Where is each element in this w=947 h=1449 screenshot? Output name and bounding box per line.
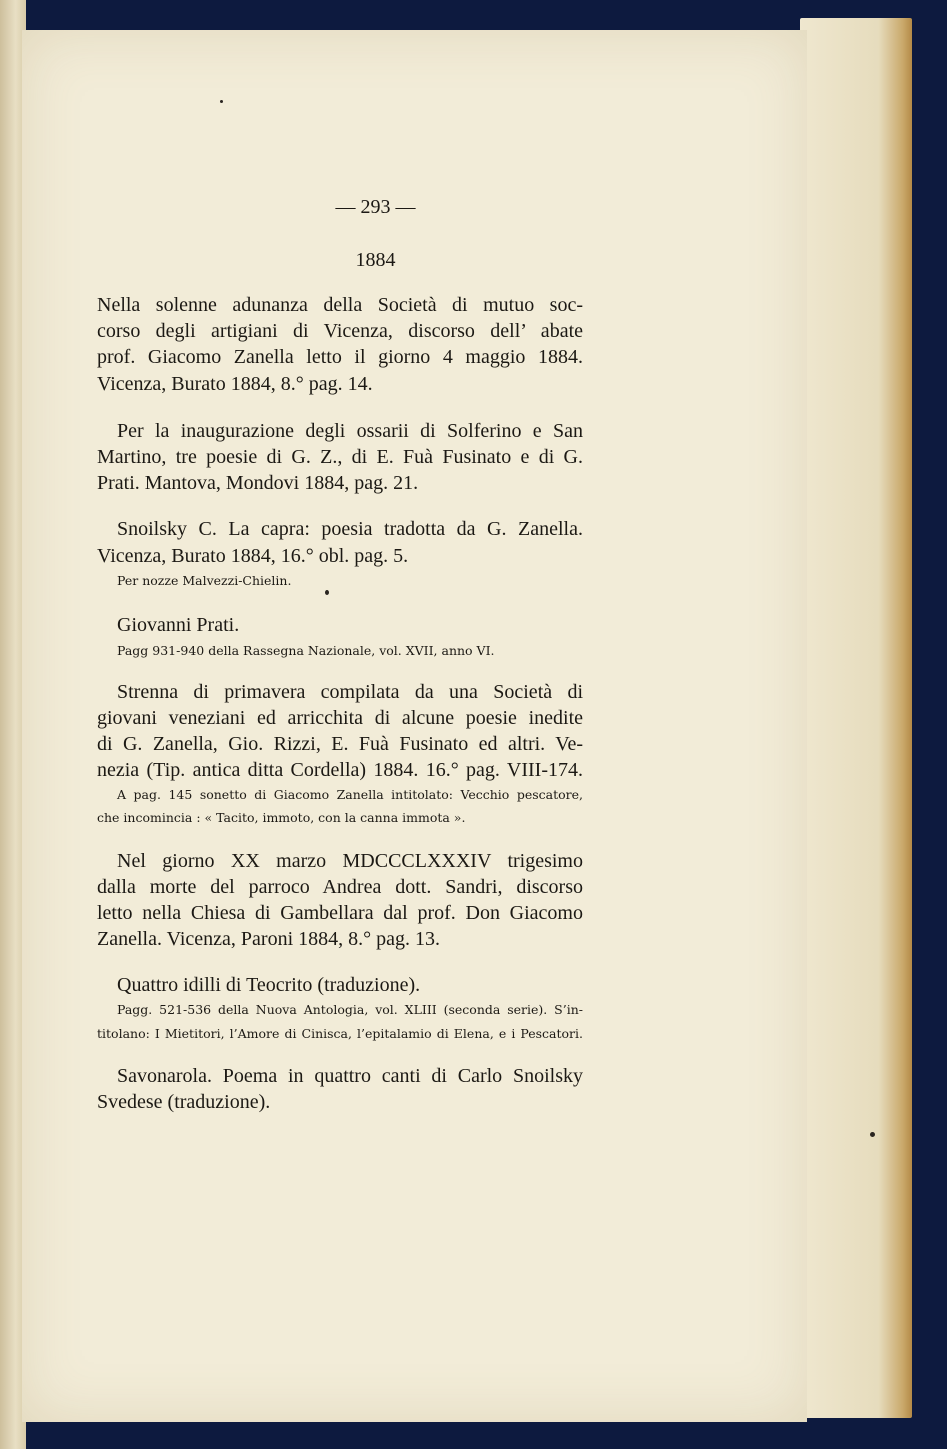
entry-line: prof. Giacomo Zanella letto il giorno 4 maggio 1884. bbox=[97, 346, 583, 368]
entry-line: Per la inaugurazione degli ossarii di Solferino e San bbox=[117, 420, 583, 442]
entry-line: Savonarola. Poema in quattro canti di Carlo Snoilsky bbox=[117, 1065, 583, 1087]
entry-line: Zanella. Vicenza, Paroni 1884, 8.° pag. 13. bbox=[97, 928, 440, 950]
ink-speck bbox=[220, 100, 223, 103]
entry-note: A pag. 145 sonetto di Giacomo Zanella intitolato: Vecchio pescatore, bbox=[117, 787, 583, 802]
book-page bbox=[22, 30, 807, 1422]
entry-note: titolano: I Mietitori, l’Amore di Cinisca, l’epitalamio di Elena, e i Pescatori. bbox=[97, 1026, 583, 1041]
ink-speck bbox=[325, 590, 329, 595]
entry-line: Quattro idilli di Teocrito (traduzione). bbox=[117, 974, 421, 996]
entry-line: Strenna di primavera compilata da una Società di bbox=[117, 681, 583, 703]
entry-line: Svedese (traduzione). bbox=[97, 1091, 271, 1113]
entry-note: Per nozze Malvezzi-Chielin. bbox=[117, 573, 292, 588]
entry-line: Giovanni Prati. bbox=[117, 614, 240, 636]
entry-line: dalla morte del parroco Andrea dott. Sandri, discorso bbox=[97, 876, 583, 898]
entry-line: Vicenza, Burato 1884, 8.° pag. 14. bbox=[97, 373, 373, 395]
entry-line: Prati. Mantova, Mondovi 1884, pag. 21. bbox=[97, 472, 419, 494]
entry-note: Pagg. 521-536 della Nuova Antologia, vol. XLIII (seconda serie). S’in- bbox=[117, 1002, 583, 1017]
entry-line: corso degli artigiani di Vicenza, discorso dell’ abate bbox=[97, 320, 583, 342]
entry-line: Nel giorno XX marzo MDCCCLXXXIV trigesimo bbox=[117, 850, 583, 872]
entry-line: Martino, tre poesie di G. Z., di E. Fuà Fusinato e di G. bbox=[97, 446, 583, 468]
ink-speck bbox=[870, 1132, 875, 1137]
entry-line: di G. Zanella, Gio. Rizzi, E. Fuà Fusinato ed altri. Ve- bbox=[97, 733, 583, 755]
entry-line: nezia (Tip. antica ditta Cordella) 1884. 16.° pag. VIII-174. bbox=[97, 759, 583, 781]
entry-line: Nella solenne adunanza della Società di mutuo soc- bbox=[97, 294, 583, 316]
entry-note: Pagg 931-940 della Rassegna Nazionale, vol. XVII, anno VI. bbox=[117, 643, 495, 658]
entry-line: giovani veneziani ed arricchita di alcune poesie inedite bbox=[97, 707, 583, 729]
page-number: — 293 — bbox=[335, 196, 416, 218]
page-content bbox=[22, 30, 807, 1422]
entry-line: Vicenza, Burato 1884, 16.° obl. pag. 5. bbox=[97, 545, 409, 567]
entry-line: letto nella Chiesa di Gambellara dal prof. Don Giacomo bbox=[97, 902, 583, 924]
entry-note: che incomincia : « Tacito, immoto, con la canna immota ». bbox=[97, 810, 466, 825]
year-heading: 1884 bbox=[355, 249, 396, 271]
page-edges bbox=[800, 18, 912, 1418]
entry-line: Snoilsky C. La capra: poesia tradotta da G. Zanella. bbox=[117, 518, 583, 540]
